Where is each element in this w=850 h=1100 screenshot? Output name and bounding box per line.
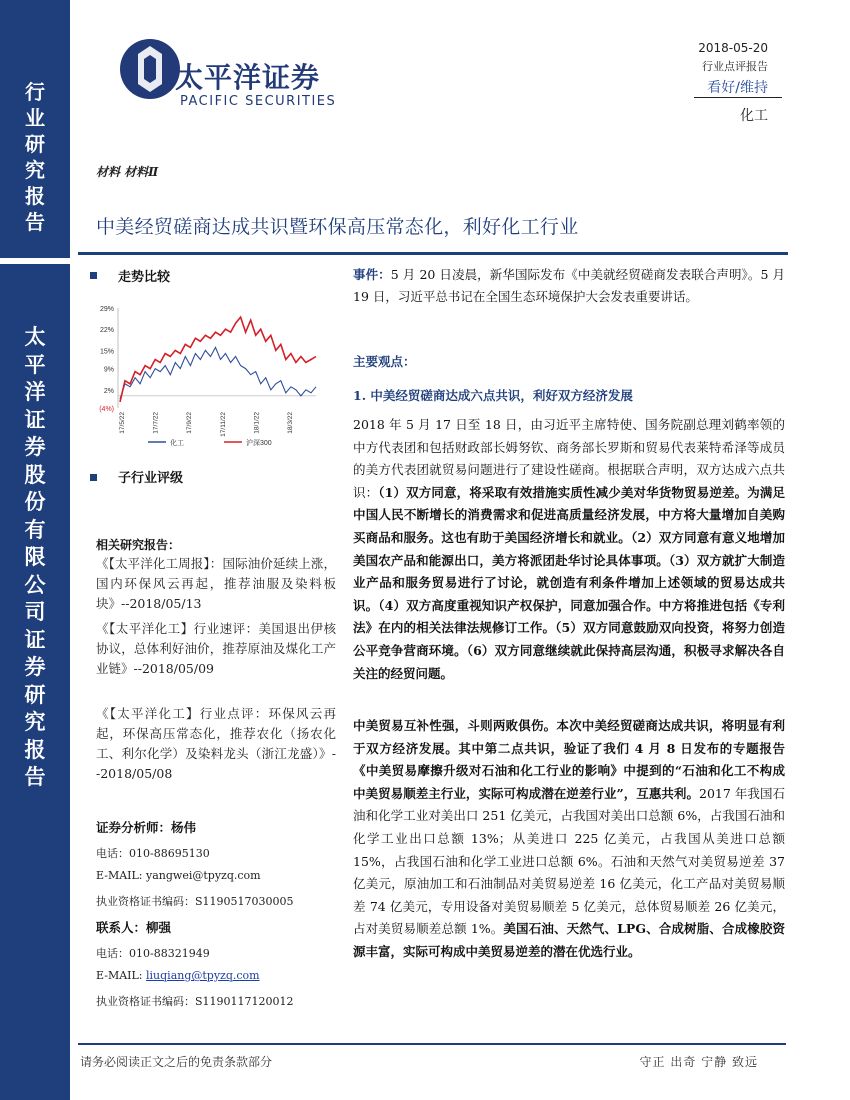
sidebar-company-char: 司	[24, 599, 46, 624]
x-tick-label: 18/3/22	[287, 412, 294, 434]
point1-consensus: （1）双方同意，将采取有效措施实质性减少美对华货物贸易逆差。为满足中国人民不断增长的消费需求和促进高质量经济发展，中方将大量增加自美购买商品和服务。这也有助于美国经济增长和就业。（2）双方同意有意义地增加美国农产品和能源出口，美方将派团赴华讨论具体事项。（3）双方就扩大制造业产品和服务贸易进行了讨论，就创造有利条件增加上述领域的贸易达成共识。（4）双方高度重视知识产权保护，同意加强合作。中方将推进包括《专利法》在内的相关法律法规修订工作。（5）双方同意鼓励双向投资，将努力创造公平竞争营商环境。（6）双方同意继续就此保持高层沟通，积极寻求解决各自关注的经贸问题。	[353, 484, 785, 681]
x-tick-label: 17/11/22	[219, 412, 227, 437]
trend-chart	[90, 296, 330, 456]
trend-chart-svg	[90, 296, 330, 456]
section-bullet-icon	[90, 474, 97, 481]
trend-heading: 走势比较	[118, 270, 171, 285]
point1-text: 2018 年 5 月 17 日至 18 日，由习近平主席特使、国务院副总理刘鹤率领的中方代表团和包括财政部长姆努钦、商务部长罗斯和贸易代表莱特希泽等成员的美方代表团就贸易问题进行了建设性磋商。根据联合声明，双方达成六点共识：	[353, 417, 785, 500]
report-title: 中美经贸磋商达成共识暨环保高压常态化，利好化工行业	[96, 216, 579, 238]
sidebar-category-char: 告	[25, 210, 45, 234]
contact-name: 联系人：柳强	[96, 920, 172, 935]
event-paragraph	[353, 264, 785, 307]
sidebar-category-char: 研	[25, 132, 45, 156]
sidebar-company-char: 限	[24, 544, 46, 569]
related-research-item[interactable]: 《【太平洋化工】行业速评：美国退出伊核协议，总体利好油价，推荐原油及煤化工产业链》--2018/05/09	[96, 621, 336, 676]
sidebar-company-char: 证	[24, 406, 46, 432]
event-text: 5 月 20 日凌晨，新华国际发布《中美就经贸磋商发表联合声明》。5 月 19 日，习近平总书记在全国生态环境保护大会发表重要讲话。	[353, 267, 785, 304]
sidebar-company-char: 证	[24, 626, 46, 652]
x-tick-label: 17/9/22	[186, 412, 194, 434]
sidebar-company-char: 洋	[24, 379, 46, 404]
logo-name-en: PACIFIC SECURITIES	[180, 94, 337, 109]
logo-name-cn: 太平洋证券	[175, 61, 321, 94]
y-tick-label: 29%	[99, 306, 114, 313]
x-tick-label: 17/7/22	[152, 412, 160, 434]
legend-label: 沪深300	[246, 440, 272, 447]
sidebar-company-char: 有	[24, 516, 46, 542]
sidebar-company-char: 太	[24, 324, 46, 349]
point1-paragraph	[353, 414, 785, 685]
sidebar-company-char: 券	[24, 434, 46, 459]
section-bullet-icon	[90, 272, 97, 279]
point2-lead: 中美贸易互补性强，斗则两败俱伤。本次中美经贸磋商达成共识，将明显有利于双方经济发展。其中第二点共识，验证了我们 4 月 8 日发布的专题报告《中美贸易摩擦升级对石油和化工行业的影响》中提到的“石油和化工不构成中美贸易顺差主行业，实际可构成潜在逆差行业”，互惠共利。	[353, 718, 785, 801]
point1-heading: 1. 中美经贸磋商达成六点共识，利好双方经济发展	[353, 388, 633, 403]
point2-paragraph	[353, 715, 785, 964]
contact-email-link[interactable]: liuqiang@tpyzq.com	[146, 969, 260, 982]
sidebar-company-label	[0, 326, 70, 794]
title-rule	[78, 252, 788, 255]
series-line	[120, 317, 316, 402]
y-tick-label: 9%	[103, 366, 114, 374]
related-research-item[interactable]: 《【太平洋化工周报】：国际油价延续上涨，国内环保风云再起，推荐油服及染料板块》--2018/05/13	[96, 556, 336, 611]
analyst-cert: 执业资格证书编码：S1190517030005	[96, 895, 294, 908]
point2-conclusion: 美国石油、天然气、LPG、合成树脂、合成橡胶资源丰富，实际可构成中美贸易逆差的潜在优选行业。	[353, 921, 785, 959]
sidebar-company-char: 券	[24, 654, 46, 679]
point2-text: 2017 年我国石油和化学工业对美出口 251 亿美元，占我国对美出口总额 6%，占我国石油和化学工业出口总额 13%；从美进口 225 亿美元，占我国从美进口总额 15%，占我国石油和化学工业进口总额 6%。石油和天然气对美贸易逆差 37 亿美元，原油加工和石油制品对美贸易逆差 16 亿美元，化工产品对美贸易顺差 74 亿美元，专用设备对美贸易顺差 5 亿美元，总体贸易顺差 26 亿美元，占对美贸易顺差总额 1%。	[353, 785, 785, 937]
y-tick-label: 15%	[99, 348, 114, 356]
contact-phone: 电话：010-88321949	[96, 947, 210, 960]
analyst-email: E-MAIL: yangwei@tpyzq.com	[96, 869, 261, 882]
main-points-heading: 主要观点：	[353, 354, 416, 369]
sidebar-report-category	[0, 82, 70, 238]
series-line	[120, 347, 316, 399]
contact-cert: 执业资格证书编码：S1190117120012	[96, 995, 294, 1008]
sidebar-company-char: 究	[24, 709, 46, 734]
y-tick-label: (4%)	[99, 406, 114, 413]
analyst-phone: 电话：010-88695130	[96, 847, 210, 860]
sidebar-company-char: 告	[24, 764, 46, 789]
footer-disclaimer: 请务必阅读正文之后的免责条款部分	[80, 1055, 273, 1069]
header-divider	[694, 97, 782, 98]
sidebar-category-char: 业	[25, 106, 45, 130]
sidebar-category-char: 行	[25, 80, 45, 104]
industry-rating: 看好/维持	[707, 80, 768, 96]
analyst-name: 证券分析师：杨伟	[96, 820, 197, 835]
x-tick-label: 17/5/22	[119, 412, 126, 434]
related-research-item[interactable]: 《【太平洋化工】行业点评：环保风云再起，环保高压常态化，推荐农化（扬农化工、利尔化学）及染料龙头（浙江龙盛）》--2018/05/08	[96, 706, 336, 781]
x-tick-label: 18/1/22	[253, 412, 261, 434]
footer-motto: 守正 出奇 宁静 致远	[639, 1055, 758, 1069]
related-research-heading: 相关研究报告：	[96, 538, 181, 552]
sidebar-company-char: 公	[24, 571, 46, 597]
contact-email-row	[96, 969, 260, 982]
report-type: 行业点评报告	[702, 60, 768, 73]
sidebar-company-char: 报	[24, 736, 46, 762]
sidebar-company-char: 平	[24, 351, 46, 377]
sidebar-company-char: 研	[24, 681, 46, 707]
sector-name: 化工	[740, 108, 768, 124]
sidebar-category-char: 报	[25, 184, 45, 208]
footer-rule	[78, 1043, 786, 1045]
legend-label: 化工	[170, 440, 184, 447]
sidebar-company-char: 股	[24, 461, 46, 487]
sidebar-company-char: 份	[24, 489, 46, 514]
report-date: 2018-05-20	[698, 41, 768, 55]
y-tick-label: 22%	[99, 327, 114, 335]
industry-classification: 材料 材料Ⅱ	[96, 165, 159, 179]
sub-rating-heading: 子行业评级	[118, 471, 184, 486]
event-label: 事件：	[353, 267, 391, 282]
sidebar-category-char: 究	[25, 158, 45, 182]
contact-email-label: E-MAIL:	[96, 969, 147, 982]
y-tick-label: 2%	[103, 387, 114, 395]
